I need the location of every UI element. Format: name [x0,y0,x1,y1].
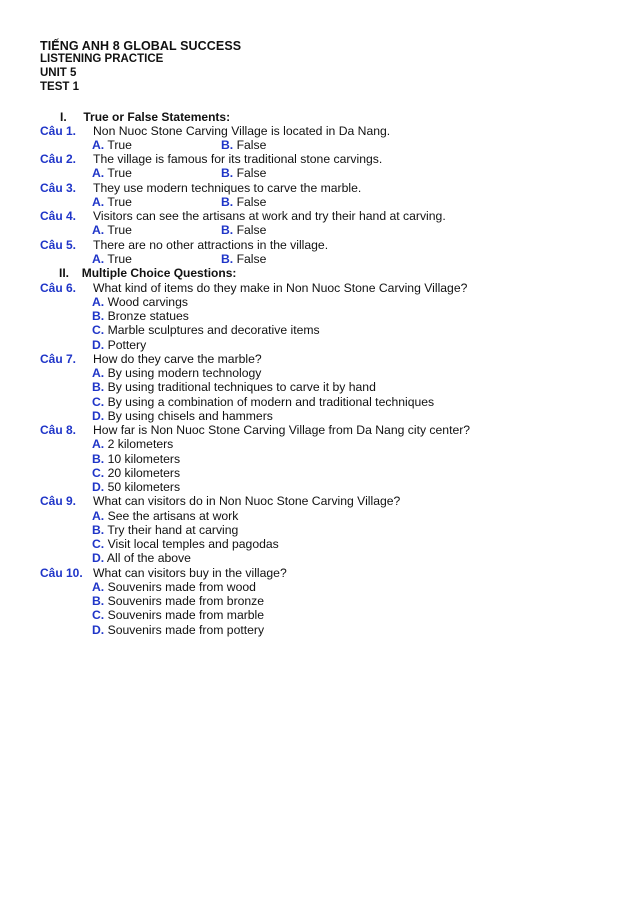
question-text: Non Nuoc Stone Carving Village is located in Da Nang. [93,124,391,138]
option-text: Souvenirs made from pottery [104,623,265,637]
option-letter: A. [92,166,105,180]
question-text: They use modern techniques to carve the marble. [93,181,362,195]
option-text: 10 kilometers [104,452,181,466]
option-text: Souvenirs made from wood [104,580,256,594]
option-letter: C. [92,323,105,337]
option-b [221,252,266,266]
question-number: Câu 3. [40,181,77,195]
option-text: Wood carvings [104,295,188,309]
document-title: TIẾNG ANH 8 GLOBAL SUCCESS [40,39,242,53]
subtitle-listening: LISTENING PRACTICE [40,53,164,65]
option-letter: A. [92,580,105,594]
question-number: Câu 6. [40,281,77,295]
question-number: Câu 10. [40,566,83,580]
option-text: By using chisels and hammers [104,409,273,423]
option-letter: B. [92,523,105,537]
option-text: By using modern technology [104,366,262,380]
option-text: Marble sculptures and decorative items [104,323,320,337]
option-text: True [104,223,132,237]
option-text: False [233,166,267,180]
section-heading [59,266,236,280]
question-number: Câu 7. [40,352,77,366]
option [92,338,146,352]
option [92,523,238,537]
option-letter: C. [92,537,105,551]
question-number: Câu 9. [40,494,77,508]
option-letter: B. [92,452,105,466]
option [92,366,261,380]
option-text: Souvenirs made from bronze [104,594,265,608]
section-label: True or False Statements: [83,110,231,124]
question-text: There are no other attractions in the village. [93,238,329,252]
option-text: 50 kilometers [104,480,181,494]
subtitle-unit: UNIT 5 [40,67,77,79]
option [92,452,180,466]
option-letter: A. [92,223,105,237]
option-letter: B. [92,309,105,323]
option-text: 2 kilometers [104,437,174,451]
option-letter: C. [92,608,105,622]
option-letter: C. [92,466,105,480]
option-text: False [233,195,267,209]
option [92,409,273,423]
question-text: How do they carve the marble? [93,352,262,366]
option [92,551,191,565]
option-text: False [233,223,267,237]
option-letter: B. [221,195,234,209]
option [92,608,264,622]
option-letter: D. [92,551,105,565]
option [92,623,264,637]
option [92,309,189,323]
option-letter: D. [92,338,105,352]
option-letter: B. [221,138,234,152]
option [92,437,173,451]
option-text: All of the above [104,551,191,565]
option-text: True [104,252,132,266]
option-letter: A. [92,252,105,266]
option [92,395,434,409]
question-number: Câu 2. [40,152,77,166]
option-text: By using traditional techniques to carve it by hand [104,380,376,394]
option-b [221,195,266,209]
option-text: Try their hand at carving [104,523,239,537]
option-text: True [104,166,132,180]
option-letter: D. [92,623,105,637]
question-number: Câu 1. [40,124,77,138]
option-letter: A. [92,195,105,209]
option [92,466,180,480]
option [92,323,320,337]
option-letter: B. [221,252,234,266]
option [92,509,238,523]
option-b [221,138,266,152]
option-text: Visit local temples and pagodas [104,537,279,551]
option [92,580,256,594]
option-text: False [233,252,267,266]
question-number: Câu 4. [40,209,77,223]
option-letter: A. [92,366,105,380]
option-letter: B. [92,594,105,608]
question-number: Câu 5. [40,238,77,252]
option-letter: B. [221,166,234,180]
section-number: II. [59,266,70,280]
option-letter: D. [92,480,105,494]
option-a [92,195,132,209]
section-label: Multiple Choice Questions: [81,266,237,280]
option-b [221,166,266,180]
option-text: 20 kilometers [104,466,181,480]
option-letter: A. [92,509,105,523]
option-text: See the artisans at work [104,509,239,523]
option-letter: A. [92,437,105,451]
option-letter: A. [92,138,105,152]
option-letter: D. [92,409,105,423]
question-text: What can visitors buy in the village? [93,566,287,580]
section-number: I. [60,110,67,124]
option-letter: B. [92,380,105,394]
question-text: How far is Non Nuoc Stone Carving Village from Da Nang city center? [93,423,471,437]
option-text: By using a combination of modern and traditional techniques [104,395,435,409]
option-a [92,223,132,237]
option-text: Pottery [104,338,147,352]
option-letter: C. [92,395,105,409]
option-a [92,252,132,266]
option-text: True [104,195,132,209]
option [92,480,180,494]
option-text: True [104,138,132,152]
question-text: What can visitors do in Non Nuoc Stone Carving Village? [93,494,401,508]
option [92,295,188,309]
question-text: What kind of items do they make in Non Nuoc Stone Carving Village? [93,281,468,295]
option-letter: B. [221,223,234,237]
option-text: Bronze statues [104,309,189,323]
option-b [221,223,266,237]
question-text: The village is famous for its traditional stone carvings. [93,152,383,166]
question-number: Câu 8. [40,423,77,437]
option [92,594,264,608]
option-letter: A. [92,295,105,309]
subtitle-test: TEST 1 [40,81,79,93]
option-a [92,166,132,180]
option [92,380,376,394]
option [92,537,279,551]
option-text: Souvenirs made from marble [104,608,265,622]
option-a [92,138,132,152]
question-text: Visitors can see the artisans at work and try their hand at carving. [93,209,446,223]
option-text: False [233,138,267,152]
section-heading [60,110,230,124]
